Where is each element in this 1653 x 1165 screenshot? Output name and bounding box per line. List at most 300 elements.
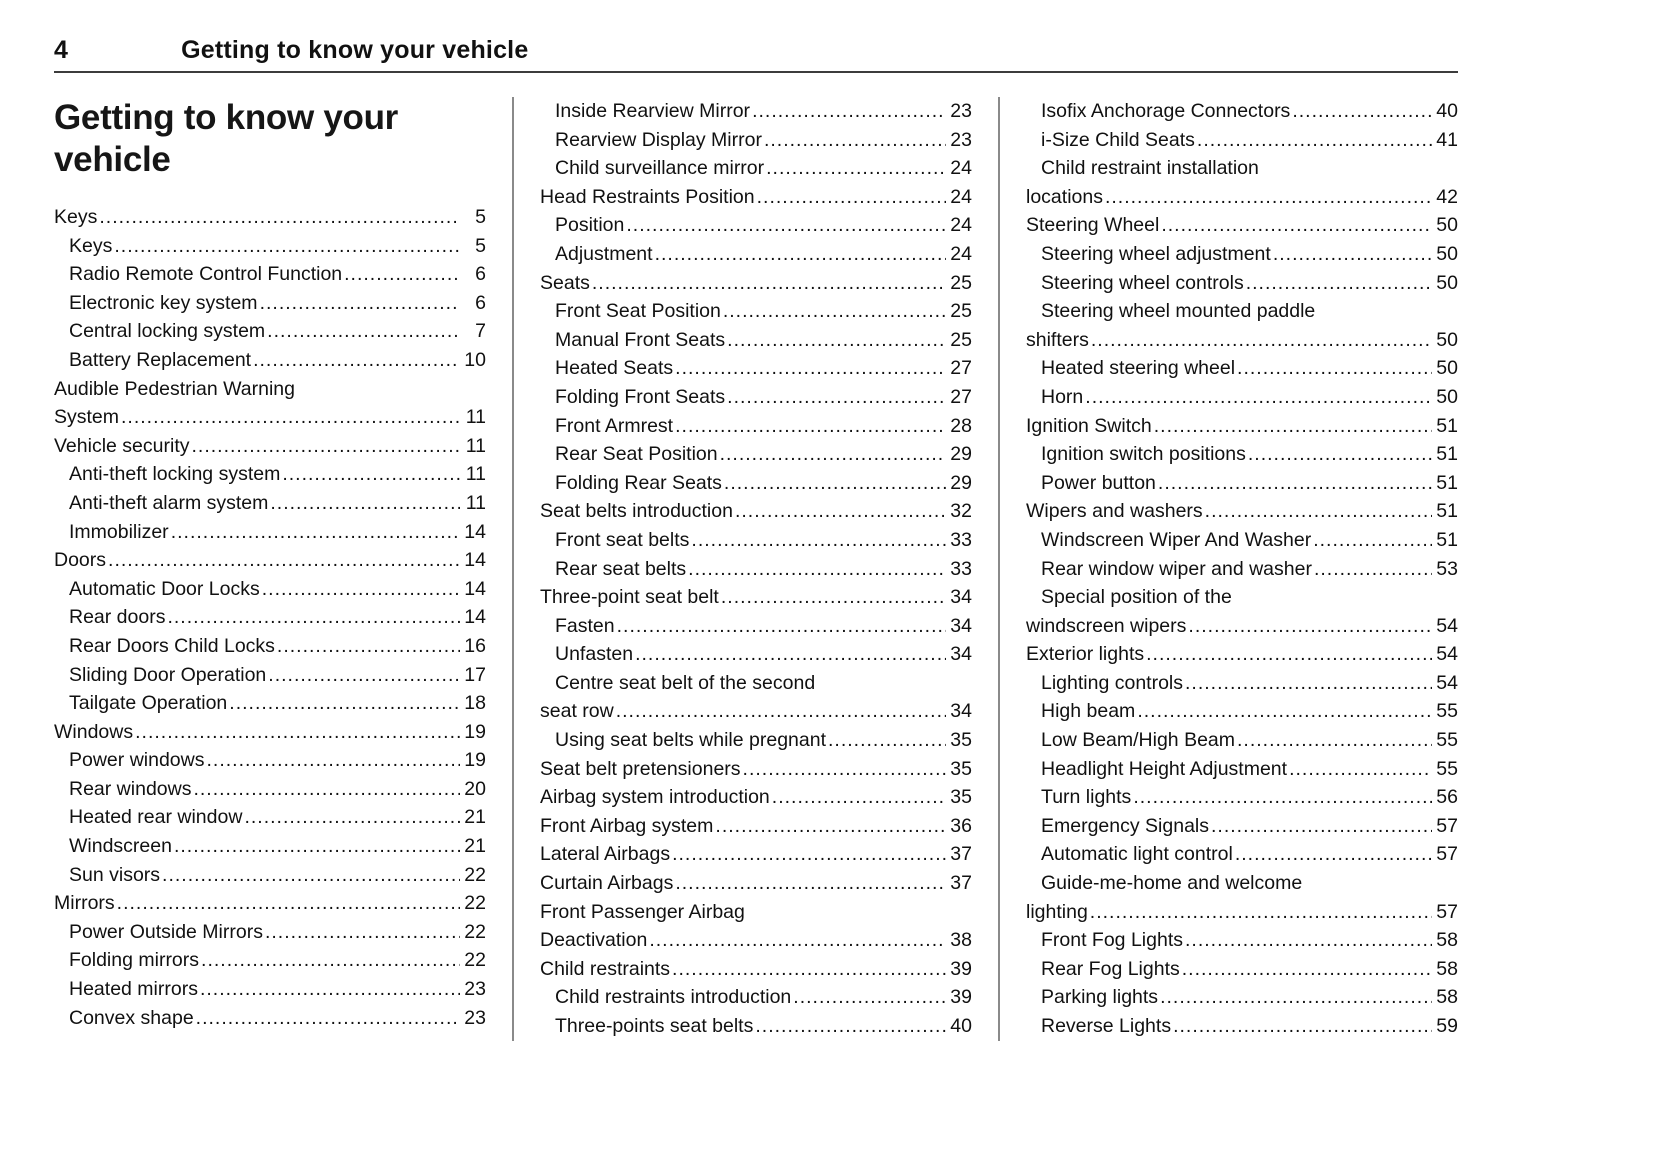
toc-leader-dots bbox=[1188, 612, 1432, 641]
toc-leader-dots bbox=[715, 812, 946, 841]
toc-entry-label: Anti-theft locking system bbox=[69, 463, 281, 486]
toc-leader-dots bbox=[688, 555, 946, 584]
toc-page-number: 5 bbox=[475, 206, 486, 228]
toc-entry bbox=[540, 869, 972, 898]
toc-leader-dots bbox=[200, 975, 460, 1004]
toc-entry bbox=[540, 955, 972, 984]
toc-leader-dots bbox=[229, 689, 460, 718]
toc-page-number: 34 bbox=[950, 700, 972, 723]
toc-leader-dots bbox=[617, 612, 946, 641]
page-number: 4 bbox=[54, 36, 69, 64]
toc-entry bbox=[1026, 612, 1458, 641]
toc-entry-label: Sun visors bbox=[69, 863, 161, 886]
toc-leader-dots bbox=[1161, 211, 1432, 240]
toc-entry bbox=[540, 97, 972, 126]
toc-entry bbox=[1026, 726, 1458, 755]
toc-entry-label: High beam bbox=[1041, 700, 1136, 723]
toc-entry-label: Turn lights bbox=[1041, 786, 1132, 809]
toc-entry bbox=[540, 383, 972, 412]
toc-entry-label: Sliding Door Operation bbox=[69, 663, 267, 686]
toc-entry-label: Rear Fog Lights bbox=[1041, 957, 1180, 980]
toc-entry-label: Mirrors bbox=[54, 892, 115, 915]
toc-entry-label: Front Fog Lights bbox=[1041, 929, 1183, 952]
toc-page-number: 21 bbox=[464, 835, 486, 858]
toc-leader-dots bbox=[196, 1004, 460, 1033]
toc-entry-label: Vehicle security bbox=[54, 434, 190, 457]
toc-entry bbox=[540, 326, 972, 355]
toc-leader-dots bbox=[1313, 526, 1432, 555]
toc-page-number: 51 bbox=[1436, 528, 1458, 551]
toc-entry-label: Seat belt pretensioners bbox=[540, 757, 741, 780]
toc-leader-dots bbox=[1289, 755, 1432, 784]
toc-entry bbox=[54, 603, 486, 632]
toc-leader-dots bbox=[1197, 126, 1432, 155]
toc-page-number: 19 bbox=[464, 749, 486, 772]
toc-entry bbox=[540, 783, 972, 812]
toc-page-number: 24 bbox=[950, 242, 972, 265]
toc-leader-dots bbox=[1246, 269, 1432, 298]
toc-entry-label: Steering wheel adjustment bbox=[1041, 242, 1271, 265]
toc-entry bbox=[540, 926, 972, 955]
toc-entry-label: locations bbox=[1026, 185, 1103, 208]
toc-entry-label: Three-point seat belt bbox=[540, 586, 719, 609]
toc-entry bbox=[540, 898, 972, 927]
toc-leader-dots bbox=[757, 183, 946, 212]
toc-entry bbox=[54, 575, 486, 604]
toc-page-number: 57 bbox=[1436, 814, 1458, 837]
toc-entry bbox=[1026, 555, 1458, 584]
toc-leader-dots bbox=[171, 518, 460, 547]
toc-entry bbox=[540, 497, 972, 526]
toc-leader-dots bbox=[344, 260, 460, 289]
toc-page-number: 14 bbox=[464, 606, 486, 629]
toc-entry bbox=[54, 889, 486, 918]
toc-page-number: 37 bbox=[950, 872, 972, 895]
toc-page-number: 35 bbox=[950, 786, 972, 809]
toc-leader-dots bbox=[1182, 955, 1432, 984]
toc-entry-label: Tailgate Operation bbox=[69, 692, 228, 715]
toc-leader-dots bbox=[735, 497, 946, 526]
toc-entry-label: Adjustment bbox=[555, 242, 653, 265]
toc-entry-label: Convex shape bbox=[69, 1006, 194, 1029]
toc-entry-label: Radio Remote Control Function bbox=[69, 263, 343, 286]
toc-leader-dots bbox=[1205, 497, 1432, 526]
toc-leader-dots bbox=[752, 97, 946, 126]
toc-leader-dots bbox=[117, 889, 460, 918]
toc-entry bbox=[1026, 755, 1458, 784]
section-title: Getting to know your vehicle bbox=[54, 98, 398, 179]
toc-leader-dots bbox=[1237, 726, 1432, 755]
toc-entry-label: Folding Rear Seats bbox=[555, 471, 722, 494]
toc-leader-dots bbox=[262, 575, 460, 604]
toc-entry bbox=[540, 726, 972, 755]
toc-page-number: 5 bbox=[475, 234, 486, 257]
toc-page-number: 39 bbox=[950, 986, 972, 1009]
toc-page-number: 18 bbox=[464, 692, 486, 715]
toc-entry-label: Exterior lights bbox=[1026, 643, 1145, 666]
toc-leader-dots bbox=[174, 832, 460, 861]
toc-entry-label: Heated Seats bbox=[555, 357, 674, 380]
toc-leader-dots bbox=[655, 240, 946, 269]
toc-entry bbox=[540, 812, 972, 841]
toc-entry bbox=[54, 518, 486, 547]
toc-entry-label: Power windows bbox=[69, 749, 205, 772]
toc-leader-dots bbox=[270, 489, 460, 518]
toc-page-number: 36 bbox=[950, 814, 972, 837]
toc-entry bbox=[540, 297, 972, 326]
toc-entry-label: Low Beam/High Beam bbox=[1041, 729, 1236, 752]
toc-leader-dots bbox=[253, 346, 460, 375]
toc-leader-dots bbox=[135, 718, 460, 747]
column-divider-2 bbox=[998, 97, 1000, 1041]
toc-leader-dots bbox=[766, 154, 946, 183]
toc-entry-label: Horn bbox=[1041, 385, 1084, 408]
toc-page-number: 50 bbox=[1436, 357, 1458, 380]
toc-entry-label: Unfasten bbox=[555, 643, 634, 666]
toc-entry bbox=[540, 612, 972, 641]
toc-entry-label: Rear windows bbox=[69, 777, 192, 800]
toc-leader-dots bbox=[1235, 840, 1432, 869]
toc-entry-label: Automatic light control bbox=[1041, 843, 1233, 866]
toc-entry bbox=[1026, 154, 1458, 183]
toc-leader-dots bbox=[267, 317, 460, 346]
toc-entry-label: Lighting controls bbox=[1041, 671, 1184, 694]
toc-entry-label: Position bbox=[555, 214, 625, 237]
toc-entry-label: Centre seat belt of the second bbox=[555, 671, 816, 694]
toc-entry-label: Rear seat belts bbox=[555, 557, 687, 580]
toc-leader-dots bbox=[720, 440, 946, 469]
toc-leader-dots bbox=[99, 203, 460, 232]
toc-page-number: 54 bbox=[1436, 614, 1458, 637]
toc-page-number: 11 bbox=[465, 463, 486, 486]
toc-entry bbox=[54, 460, 486, 489]
toc-column-3 bbox=[1026, 97, 1458, 1041]
toc-entry bbox=[1026, 183, 1458, 212]
toc-leader-dots bbox=[162, 861, 460, 890]
toc-entry-label: Battery Replacement bbox=[69, 348, 252, 371]
toc-page-number: 6 bbox=[475, 291, 486, 314]
toc-entry bbox=[1026, 412, 1458, 441]
toc-columns bbox=[54, 97, 1458, 1041]
toc-entry bbox=[54, 432, 486, 461]
toc-entry bbox=[540, 640, 972, 669]
toc-entry bbox=[1026, 469, 1458, 498]
toc-entry-label: Inside Rearview Mirror bbox=[555, 100, 751, 122]
toc-leader-dots bbox=[1146, 640, 1432, 669]
toc-leader-dots bbox=[1105, 183, 1432, 212]
toc-page-number: 50 bbox=[1436, 214, 1458, 237]
toc-entry bbox=[54, 260, 486, 289]
toc-leader-dots bbox=[616, 697, 946, 726]
toc-entry-label: Child surveillance mirror bbox=[555, 157, 765, 180]
toc-entry-label: i-Size Child Seats bbox=[1041, 128, 1195, 151]
toc-entry-label: Folding Front Seats bbox=[555, 385, 726, 408]
toc-entry bbox=[54, 317, 486, 346]
toc-entry-label: Power Outside Mirrors bbox=[69, 920, 263, 943]
toc-entry bbox=[1026, 497, 1458, 526]
toc-entry-label: Emergency Signals bbox=[1041, 814, 1209, 837]
toc-entry-label: Parking lights bbox=[1041, 986, 1159, 1009]
toc-entry bbox=[54, 975, 486, 1004]
toc-entry-label: Heated mirrors bbox=[69, 978, 198, 1001]
toc-leader-dots bbox=[672, 955, 946, 984]
toc-entry bbox=[1026, 297, 1458, 326]
toc-page-number: 50 bbox=[1436, 328, 1458, 351]
toc-entry-label: Keys bbox=[69, 234, 113, 257]
toc-entry-label: Steering wheel mounted paddle bbox=[1041, 300, 1316, 323]
toc-entry bbox=[54, 746, 486, 775]
toc-entry bbox=[54, 375, 486, 404]
toc-entry-label: shifters bbox=[1026, 328, 1089, 351]
toc-entry-label: Automatic Door Locks bbox=[69, 577, 260, 600]
toc-page-number: 58 bbox=[1436, 957, 1458, 980]
toc-page-number: 22 bbox=[464, 949, 486, 972]
toc-entry bbox=[54, 1004, 486, 1033]
toc-entry bbox=[1026, 812, 1458, 841]
toc-entry-label: Windows bbox=[54, 720, 134, 743]
toc-entry bbox=[54, 546, 486, 575]
toc-page-number: 51 bbox=[1436, 500, 1458, 523]
toc-leader-dots bbox=[626, 211, 946, 240]
toc-entry bbox=[1026, 640, 1458, 669]
toc-leader-dots bbox=[743, 755, 946, 784]
toc-entry bbox=[1026, 840, 1458, 869]
toc-entry-label: Rear Doors Child Locks bbox=[69, 634, 275, 657]
toc-entry bbox=[540, 526, 972, 555]
toc-entry bbox=[1026, 269, 1458, 298]
toc-entry-label: Ignition Switch bbox=[1026, 414, 1152, 437]
toc-page-number: 24 bbox=[950, 214, 972, 237]
toc-entry bbox=[540, 412, 972, 441]
toc-leader-dots bbox=[675, 412, 946, 441]
toc-page-number: 50 bbox=[1436, 271, 1458, 294]
toc-entry bbox=[1026, 955, 1458, 984]
toc-page-number: 39 bbox=[950, 957, 972, 980]
toc-leader-dots bbox=[1133, 783, 1432, 812]
toc-leader-dots bbox=[764, 126, 946, 155]
toc-entry-label: Windscreen Wiper And Washer bbox=[1041, 528, 1312, 551]
toc-entry bbox=[1026, 697, 1458, 726]
toc-entry bbox=[540, 755, 972, 784]
toc-page-number: 19 bbox=[464, 720, 486, 743]
toc-leader-dots bbox=[727, 383, 946, 412]
toc-page-number: 22 bbox=[464, 920, 486, 943]
toc-entry-label: Audible Pedestrian Warning bbox=[54, 377, 295, 400]
toc-leader-dots bbox=[1237, 354, 1432, 383]
toc-entry bbox=[1026, 1012, 1458, 1041]
toc-entry bbox=[1026, 240, 1458, 269]
toc-page-number: 38 bbox=[950, 929, 972, 952]
toc-page-number: 11 bbox=[465, 406, 486, 429]
toc-page-number: 51 bbox=[1436, 414, 1458, 437]
toc-page-number: 14 bbox=[464, 577, 486, 600]
toc-page-number: 34 bbox=[950, 586, 972, 609]
toc-entry-list-1 bbox=[54, 203, 486, 1032]
toc-entry-label: lighting bbox=[1026, 900, 1088, 923]
toc-page-number: 50 bbox=[1436, 385, 1458, 408]
toc-entry bbox=[54, 232, 486, 261]
toc-leader-dots bbox=[772, 783, 946, 812]
toc-page-number: 28 bbox=[950, 414, 972, 437]
toc-entry-label: Rearview Display Mirror bbox=[555, 128, 762, 151]
toc-page-number: 54 bbox=[1436, 671, 1458, 694]
toc-entry-label: Immobilizer bbox=[69, 520, 169, 543]
toc-entry-label: Front Seat Position bbox=[555, 300, 721, 323]
toc-leader-dots bbox=[592, 269, 946, 298]
toc-leader-dots bbox=[675, 869, 946, 898]
toc-entry bbox=[54, 803, 486, 832]
toc-leader-dots bbox=[244, 803, 460, 832]
toc-page-number: 34 bbox=[950, 643, 972, 666]
toc-page-number: 42 bbox=[1436, 185, 1458, 208]
toc-entry-label: Heated rear window bbox=[69, 806, 243, 829]
toc-entry bbox=[540, 583, 972, 612]
toc-page-number: 35 bbox=[950, 757, 972, 780]
toc-leader-dots bbox=[260, 289, 460, 318]
toc-entry-list-2 bbox=[540, 97, 972, 1041]
toc-page-number: 53 bbox=[1436, 557, 1458, 580]
toc-page-number: 29 bbox=[950, 443, 972, 466]
toc-entry bbox=[540, 183, 972, 212]
toc-entry bbox=[1026, 211, 1458, 240]
toc-entry-label: Rear window wiper and washer bbox=[1041, 557, 1312, 580]
toc-entry-label: System bbox=[54, 406, 120, 429]
toc-entry bbox=[54, 946, 486, 975]
toc-entry bbox=[54, 689, 486, 718]
toc-leader-dots bbox=[1273, 240, 1432, 269]
toc-page-number: 27 bbox=[950, 357, 972, 380]
toc-leader-dots bbox=[723, 297, 946, 326]
toc-entry bbox=[54, 203, 486, 232]
toc-entry-label: Three-points seat belts bbox=[555, 1015, 754, 1037]
toc-entry-label: Airbag system introduction bbox=[540, 786, 770, 809]
toc-leader-dots bbox=[691, 526, 946, 555]
header-rule bbox=[54, 71, 1458, 73]
toc-entry bbox=[1026, 983, 1458, 1012]
toc-entry-label: Isofix Anchorage Connectors bbox=[1041, 100, 1291, 122]
toc-entry-label: Rear Seat Position bbox=[555, 443, 718, 466]
toc-entry bbox=[1026, 898, 1458, 927]
toc-leader-dots bbox=[201, 946, 460, 975]
toc-page-number: 17 bbox=[464, 663, 486, 686]
toc-page-number: 22 bbox=[464, 892, 486, 915]
toc-entry-label: Curtain Airbags bbox=[540, 872, 674, 895]
toc-entry bbox=[540, 126, 972, 155]
toc-entry bbox=[1026, 583, 1458, 612]
toc-entry-label: seat row bbox=[540, 700, 614, 723]
toc-entry-label: Steering Wheel bbox=[1026, 214, 1160, 237]
toc-page-number: 10 bbox=[464, 348, 486, 371]
toc-leader-dots bbox=[793, 983, 946, 1012]
toc-page-number: 56 bbox=[1436, 786, 1458, 809]
toc-leader-dots bbox=[268, 661, 460, 690]
page-header bbox=[54, 36, 1458, 64]
toc-leader-dots bbox=[1158, 469, 1432, 498]
toc-entry bbox=[540, 440, 972, 469]
toc-leader-dots bbox=[1248, 440, 1432, 469]
toc-entry-label: Folding mirrors bbox=[69, 949, 200, 972]
toc-leader-dots bbox=[721, 583, 946, 612]
toc-page-number: 6 bbox=[475, 263, 486, 286]
toc-entry-label: Wipers and washers bbox=[1026, 500, 1203, 523]
toc-entry bbox=[1026, 869, 1458, 898]
toc-page-number: 58 bbox=[1436, 986, 1458, 1009]
toc-leader-dots bbox=[1090, 898, 1432, 927]
toc-leader-dots bbox=[1154, 412, 1432, 441]
toc-leader-dots bbox=[193, 775, 460, 804]
toc-entry-label: Fasten bbox=[555, 614, 615, 637]
toc-entry-label: Lateral Airbags bbox=[540, 843, 671, 866]
toc-entry-label: Front Passenger Airbag bbox=[540, 900, 745, 923]
chapter-title: Getting to know your vehicle bbox=[181, 36, 529, 64]
toc-entry bbox=[54, 918, 486, 947]
toc-page-number: 21 bbox=[464, 806, 486, 829]
toc-page-number: 24 bbox=[950, 185, 972, 208]
toc-page-number: 34 bbox=[950, 614, 972, 637]
toc-page-number: 14 bbox=[464, 549, 486, 572]
toc-leader-dots bbox=[1091, 326, 1432, 355]
toc-entry-label: Front Airbag system bbox=[540, 814, 714, 837]
toc-page-number: 11 bbox=[465, 434, 486, 457]
toc-page-number: 37 bbox=[950, 843, 972, 866]
toc-entry bbox=[540, 840, 972, 869]
toc-leader-dots bbox=[206, 746, 460, 775]
toc-entry bbox=[540, 697, 972, 726]
toc-entry-label: Child restraints bbox=[540, 957, 671, 980]
toc-column-1 bbox=[54, 97, 486, 1041]
toc-entry bbox=[1026, 440, 1458, 469]
toc-entry-label: Front seat belts bbox=[555, 528, 690, 551]
toc-page-number: 41 bbox=[1436, 128, 1458, 151]
toc-page-number: 22 bbox=[464, 863, 486, 886]
toc-entry-label: Windscreen bbox=[69, 835, 172, 858]
column-divider-1 bbox=[512, 97, 514, 1041]
toc-leader-dots bbox=[1085, 383, 1432, 412]
toc-page-number: 16 bbox=[464, 634, 486, 657]
toc-leader-dots bbox=[1211, 812, 1432, 841]
toc-page-number: 32 bbox=[950, 500, 972, 523]
toc-entry bbox=[540, 669, 972, 698]
toc-page-number: 23 bbox=[950, 100, 972, 122]
toc-page-number: 25 bbox=[950, 328, 972, 351]
toc-entry-label: Seat belts introduction bbox=[540, 500, 733, 523]
toc-entry-label: Keys bbox=[54, 206, 98, 228]
toc-page-number: 20 bbox=[464, 777, 486, 800]
toc-leader-dots bbox=[108, 546, 460, 575]
toc-entry-label: Steering wheel controls bbox=[1041, 271, 1244, 294]
toc-entry-label: windscreen wipers bbox=[1026, 614, 1187, 637]
toc-page-number: 25 bbox=[950, 271, 972, 294]
toc-leader-dots bbox=[114, 232, 460, 261]
toc-entry bbox=[54, 861, 486, 890]
toc-entry bbox=[54, 718, 486, 747]
toc-entry bbox=[540, 555, 972, 584]
toc-leader-dots bbox=[282, 460, 460, 489]
toc-leader-dots bbox=[1185, 926, 1432, 955]
toc-entry bbox=[1026, 926, 1458, 955]
toc-page-number: 55 bbox=[1436, 729, 1458, 752]
toc-page-number: 51 bbox=[1436, 471, 1458, 494]
toc-entry bbox=[54, 632, 486, 661]
toc-entry bbox=[540, 1012, 972, 1041]
toc-page-number: 23 bbox=[464, 1006, 486, 1029]
toc-leader-dots bbox=[755, 1012, 946, 1041]
toc-leader-dots bbox=[649, 926, 946, 955]
toc-leader-dots bbox=[675, 354, 946, 383]
toc-entry bbox=[1026, 669, 1458, 698]
toc-page-number: 33 bbox=[950, 557, 972, 580]
toc-leader-dots bbox=[672, 840, 946, 869]
